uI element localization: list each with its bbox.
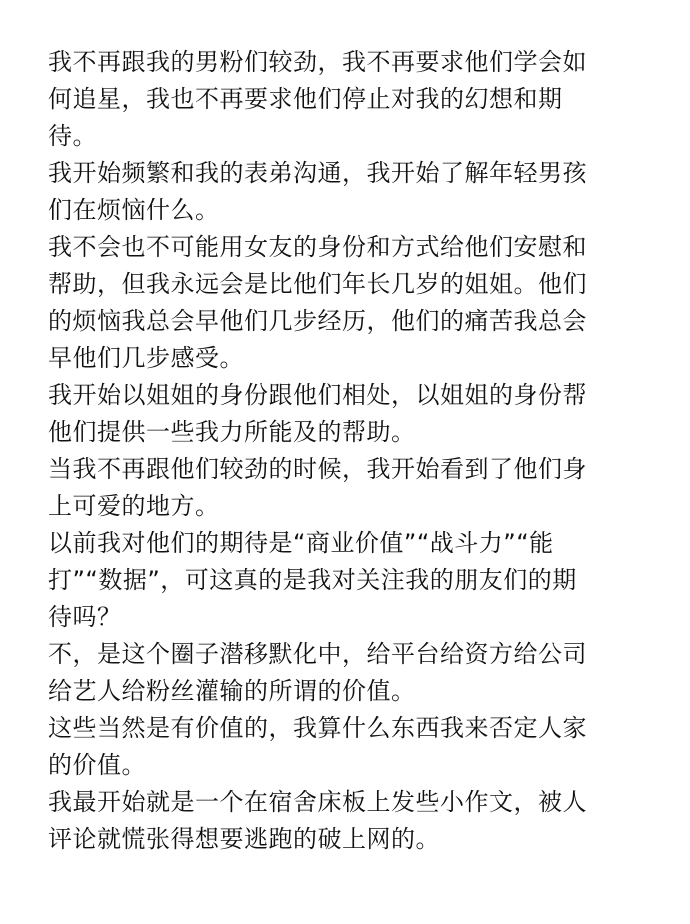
paragraph: 我不会也不可能用女友的身份和方式给他们安慰和 帮助，但我永远会是比他们年长几岁的姐姐。他们 的烦恼我总会早他们几步经历，他们的痛苦我总会 早他们几步感受。 bbox=[48, 233, 587, 372]
paragraph: 不，是这个圈子潜移默化中，给平台给资方给公司 给艺人给粉丝灌输的所谓的价值。 bbox=[48, 640, 587, 705]
paragraph: 我最开始就是一个在宿舍床板上发些小作文，被人 评论就慌张得想要逃跑的破上网的。 bbox=[48, 788, 587, 853]
paragraph: 以前我对他们的期待是“商业价值”“战斗力”“能 打”“数据”，可这真的是我对关注我的朋友们的期 待吗？ bbox=[48, 529, 577, 631]
article-body bbox=[48, 44, 660, 858]
paragraph: 我开始以姐姐的身份跟他们相处，以姐姐的身份帮 他们提供一些我力所能及的帮助。 bbox=[48, 381, 587, 446]
paragraph: 我不再跟我的男粉们较劲，我不再要求他们学会如 何追星，我也不再要求他们停止对我的幻想和期 待。 bbox=[48, 48, 587, 150]
paragraph: 当我不再跟他们较劲的时候，我开始看到了他们身 上可爱的地方。 bbox=[48, 455, 587, 520]
paragraph: 这些当然是有价值的，我算什么东西我来否定人家 的价值。 bbox=[48, 714, 587, 779]
paragraph: 我开始频繁和我的表弟沟通，我开始了解年轻男孩 们在烦恼什么。 bbox=[48, 159, 587, 224]
